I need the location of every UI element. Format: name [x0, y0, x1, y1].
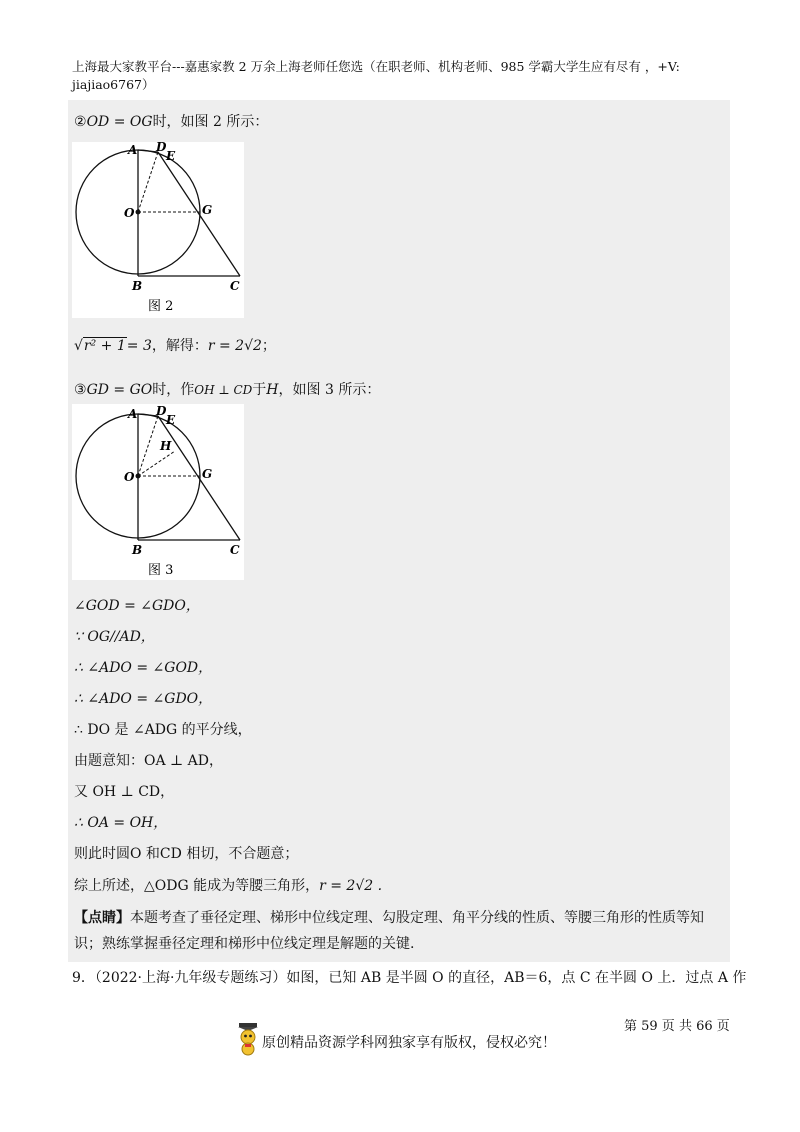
mascot-icon — [236, 1022, 262, 1056]
case2-marker: ② — [74, 114, 87, 130]
page-number: 第 59 页 共 66 页 — [624, 1019, 730, 1034]
label-h: H — [160, 439, 172, 453]
case3-line — [74, 380, 380, 400]
label-c: C — [230, 543, 240, 557]
figure-3-diagram — [72, 404, 244, 580]
copyright-notice: 原创精品资源学科网独家享有版权，侵权必究！ — [262, 1035, 556, 1051]
step-7: 又 OH ⊥ CD， — [74, 784, 175, 800]
label-d: D — [156, 142, 167, 154]
point-o — [136, 210, 141, 215]
case3-h: H — [266, 382, 279, 398]
label-g: G — [202, 203, 213, 217]
line-od — [138, 152, 158, 212]
label-c: C — [230, 279, 240, 293]
label-g: G — [202, 467, 213, 481]
radius-result: r = 2√2 — [207, 338, 262, 354]
summary-line — [74, 876, 382, 896]
case2-text: 时，如图 2 所示： — [152, 114, 269, 130]
case2-condition: OD = OG — [86, 114, 153, 130]
question-9: 9．（2022·上海·九年级专题练习）如图，已知 AB 是半圆 O 的直径，AB＝6，点 C 在半圆 O 上．过点 A 作 — [72, 970, 747, 986]
case3-text2: 于 — [252, 382, 267, 398]
case3-marker: ③ — [74, 382, 87, 398]
sqrt-content: r² + 1 — [83, 338, 126, 354]
step-9: 则此时圆O 和CD 相切，不合题意； — [74, 846, 299, 862]
step-4: ∴ ∠ADO = ∠GDO， — [74, 691, 213, 707]
equation-end: ； — [261, 338, 276, 354]
figure-3-caption: 图 3 — [148, 563, 174, 578]
sqrt-sign: √ — [74, 338, 83, 354]
figure-2-caption: 图 2 — [148, 299, 174, 314]
case3-perp: OH ⊥ CD — [194, 383, 253, 397]
label-e: E — [166, 413, 176, 427]
line-dc — [158, 416, 240, 540]
figure-2-diagram — [72, 142, 244, 318]
summary-result: r = 2√2 . — [319, 878, 383, 894]
step-3: ∴ ∠ADO = ∠GOD， — [74, 660, 213, 676]
label-o: O — [124, 470, 135, 484]
label-d: D — [156, 404, 167, 418]
label-a: A — [128, 407, 138, 421]
solve-text: ，解得： — [151, 338, 208, 354]
page-header: 上海最大家教平台---嘉惠家教 2 万余上海老师任您选（在职老师、机构老师、985 学霸大学生应有尽有 ，+V: jiajiao6767） — [72, 59, 680, 92]
step-5: ∴ DO 是 ∠ADG 的平分线， — [74, 722, 252, 738]
step-1: ∠GOD = ∠GDO， — [74, 598, 200, 614]
label-o: O — [124, 206, 135, 220]
point-o — [136, 474, 141, 479]
label-b: B — [132, 543, 143, 557]
figure-2 — [72, 142, 244, 318]
step-2: ∵ OG//AD， — [74, 629, 155, 645]
comment-paragraph — [74, 905, 724, 957]
case2-line — [74, 112, 268, 132]
equation-equals: = 3 — [126, 338, 152, 354]
cap-icon — [239, 1023, 257, 1027]
case3-condition: GD = GO — [86, 382, 153, 398]
step-8: ∴ OA = OH， — [74, 815, 168, 831]
comment-tag: 【点睛】 — [74, 910, 130, 926]
line-dc — [158, 152, 240, 276]
figure-3 — [72, 404, 244, 580]
label-b: B — [132, 279, 143, 293]
label-e: E — [166, 149, 176, 163]
line-oh — [138, 451, 175, 476]
summary-text: 综上所述，△ODG 能成为等腰三角形， — [74, 878, 320, 894]
label-a: A — [128, 143, 138, 157]
case3-text1: 时，作 — [152, 382, 195, 398]
case3-text3: ，如图 3 所示： — [278, 382, 381, 398]
equation-line — [74, 336, 276, 356]
comment-text: 本题考查了垂径定理、梯形中位线定理、勾股定理、角平分线的性质、等腰三角形的性质等知识；熟练掌握垂径定理和梯形中位线定理是解题的关键. — [74, 910, 704, 952]
step-6: 由题意知：OA ⊥ AD， — [74, 753, 223, 769]
line-od — [138, 416, 158, 476]
